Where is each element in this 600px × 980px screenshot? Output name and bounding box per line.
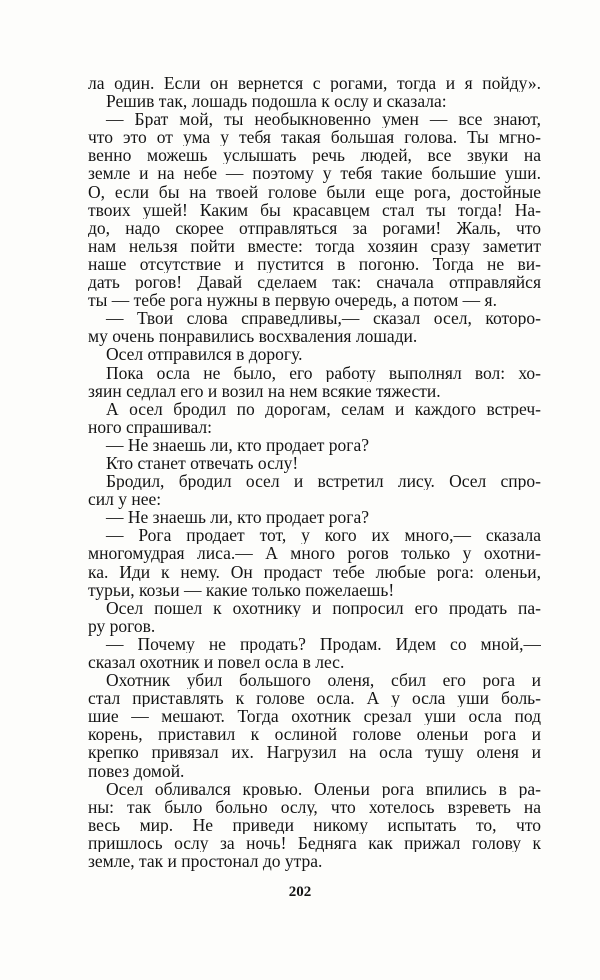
text-line: Решив так, лошадь подошла к ослу и сказала:	[106, 91, 447, 112]
text-line: ного спрашивал:	[88, 416, 213, 437]
text-line: А осел бродил по дорогам, селам и каждого встреч-	[106, 399, 541, 418]
text-line: крепко привязал их. Нагрузил на осла тушу оленя и	[88, 743, 541, 762]
paragraph	[88, 364, 541, 400]
text-line: земле и на небе — поэтому у тебя такие большие уши.	[88, 164, 541, 183]
text-line: Пока осла не было, его работу выполнял вол: хо-	[106, 363, 541, 382]
text-line: Охотник убил большого оленя, сбил его рога и	[106, 671, 541, 690]
text-line: венно можешь услышать речь людей, все звуки на	[88, 146, 541, 165]
text-line: дать рогов! Давай сделаем так: сначала отправляйся	[88, 273, 541, 292]
text-line: — Брат мой, ты необыкновенно умен — все знают,	[106, 110, 541, 129]
text-line: — Не знаешь ли, кто продает рога?	[106, 434, 369, 455]
text-line: шие — мешают. Тогда охотник срезал уши осла под	[88, 707, 541, 726]
text-line: земле, так и простонал до утра.	[88, 851, 323, 872]
text-line: му очень понравились восхваления лошади.	[88, 326, 418, 347]
text-line: твоих ушей! Каким бы красавцем стал ты тогда! На-	[88, 200, 541, 219]
text-line: пришлось ослу за ночь! Бедняга как прижал голову к	[88, 833, 541, 853]
text-line: нам нельзя пойти вместе: тогда хозяин сразу заметит	[88, 236, 541, 255]
paragraph	[88, 526, 541, 598]
text-line: многомудрая лиса.— А много рогов только у охотни-	[88, 544, 541, 563]
paragraph	[88, 472, 541, 508]
text-line: повез домой.	[88, 760, 185, 781]
paragraph	[88, 508, 541, 526]
text-line: ру рогов.	[88, 615, 156, 636]
text-line: ла один. Если он вернется с рогами, тогда и я пойду».	[88, 74, 541, 93]
text-line: зяин седлал его и возил на нем всякие тяжести.	[88, 380, 441, 401]
paragraph	[88, 92, 541, 110]
paragraph	[88, 74, 541, 92]
text-line: весь мир. Не приведи никому испытать то, что	[88, 815, 541, 834]
text-line: Бродил, бродил осел и встретил лису. Осел спро-	[106, 472, 541, 491]
text-line: до, надо скорее отправляться за рогами! Жаль, что	[88, 218, 541, 237]
text-line: турьи, козьи — какие только пожелаешь!	[88, 579, 395, 600]
text-line: ты — тебе рога нужны в первую очередь, а потом — я.	[88, 290, 497, 311]
paragraph	[88, 671, 541, 780]
text-line: — Твои слова справедливы,— сказал осел, которо-	[106, 309, 541, 328]
text-line: что это от ума у тебя такая большая голова. Ты мгно-	[88, 128, 541, 147]
paragraph	[88, 345, 541, 363]
paragraph	[88, 110, 541, 309]
paragraph	[88, 400, 541, 436]
text-line: Осел отправился в дорогу.	[106, 344, 303, 365]
paragraph	[88, 635, 541, 671]
text-line: — Рога продает тот, у кого их много,— сказала	[106, 526, 541, 545]
text-line: ны: так было больно ослу, что хотелось взреветь на	[88, 797, 541, 816]
page-body-text	[88, 74, 541, 870]
paragraph	[88, 599, 541, 635]
text-line: сказал охотник и повел осла в лес.	[88, 652, 345, 672]
paragraph	[88, 454, 541, 472]
text-line: Осел обливался кровью. Оленьи рога впились в ра-	[106, 779, 541, 798]
text-line: наше отсутствие и пустится в погоню. Тогда не ви-	[88, 254, 541, 274]
paragraph	[88, 436, 541, 454]
text-line: ка. Иди к нему. Он продаст тебе любые рога: оленьи,	[88, 562, 541, 581]
text-line: О, если бы на твоей голове были еще рога, достойные	[88, 182, 541, 201]
text-line: Осел пошел к охотнику и попросил его продать па-	[106, 598, 541, 617]
text-line: — Не знаешь ли, кто продает рога?	[106, 507, 369, 528]
text-line: корень, приставил к ослиной голове оленьи рога и	[88, 725, 541, 744]
page-number: 202	[288, 884, 312, 900]
text-line: — Почему не продать? Продам. Идем со мной,—	[106, 634, 541, 653]
paragraph	[88, 780, 541, 870]
text-line: Кто станет отвечать ослу!	[106, 452, 299, 473]
text-line: сил у нее:	[88, 489, 162, 510]
paragraph	[88, 309, 541, 345]
text-line: стал приставлять к голове осла. А у осла уши боль-	[88, 689, 541, 708]
